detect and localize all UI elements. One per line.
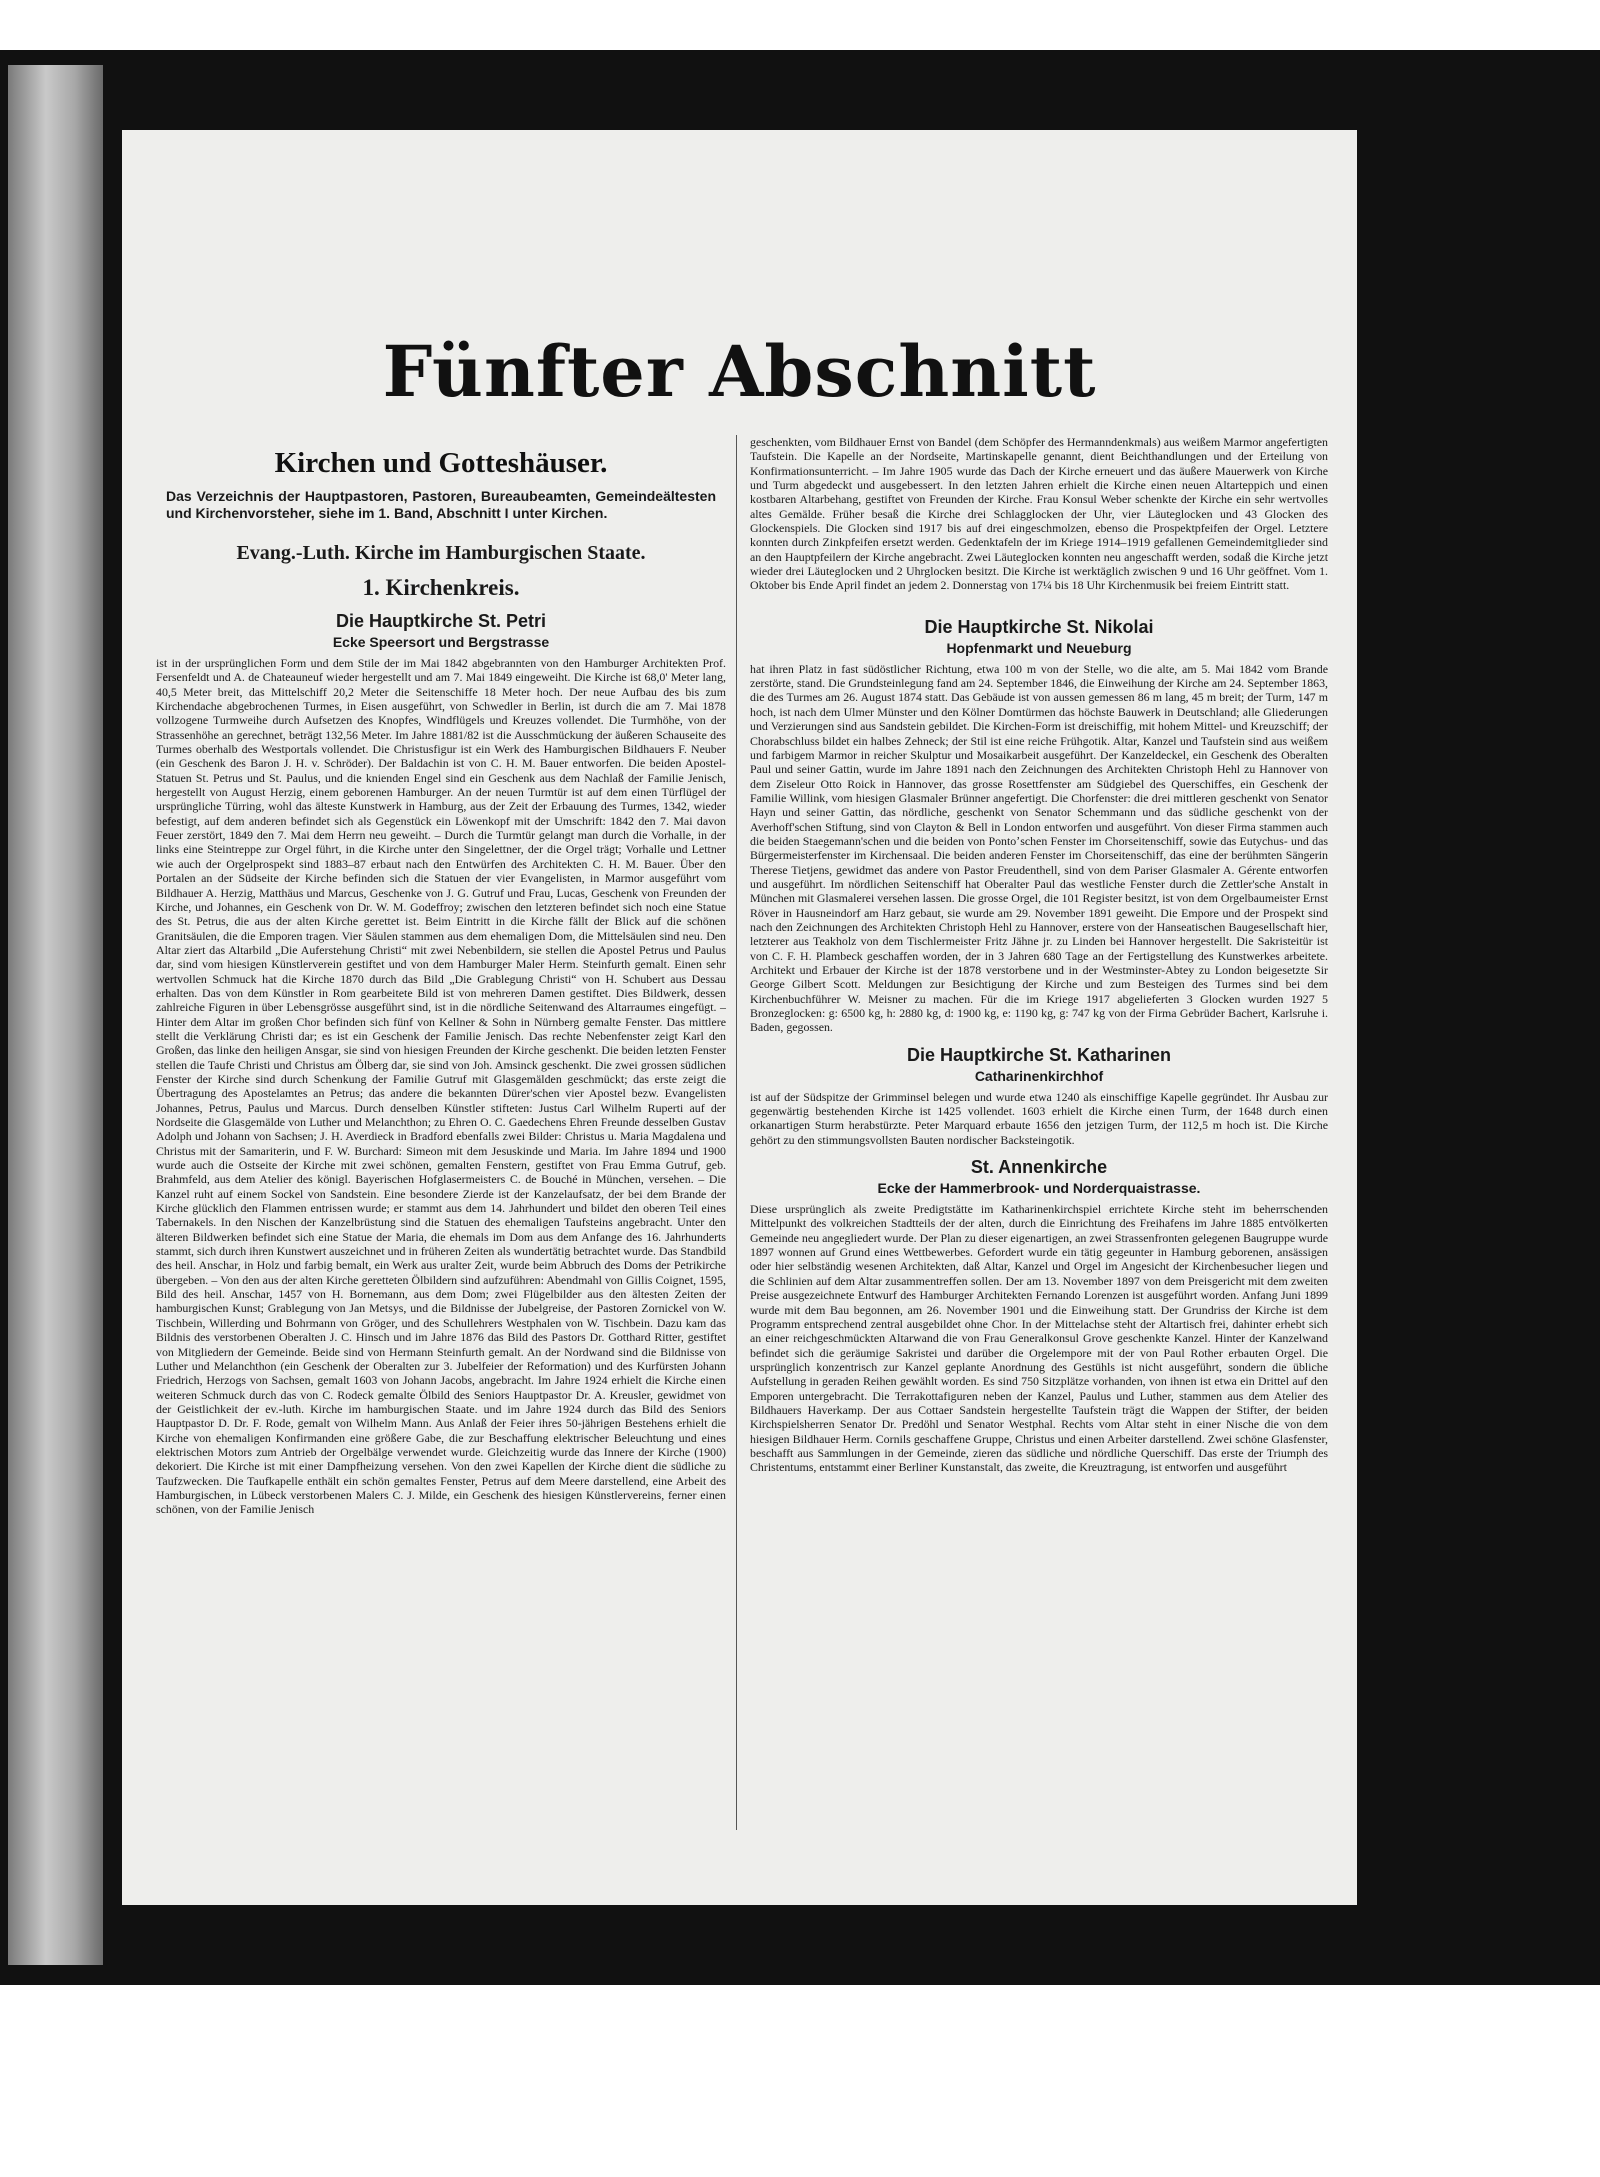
right-column [750, 435, 1328, 1475]
section-note: Das Verzeichnis der Hauptpastoren, Pastoren, Bureaubeamten, Gemeindeältesten und Kirchenvorsteher, siehe im 1. Band, Abschnitt I unter Kirchen. [166, 488, 716, 521]
church-name-nikolai: Die Hauptkirche St. Nikolai [924, 616, 1154, 637]
church-address-nikolai: Hopfenmarkt und Neueburg [946, 639, 1132, 656]
column-divider [736, 435, 737, 1830]
document-page [122, 130, 1357, 1905]
church-name-petri: Die Hauptkirche St. Petri [335, 611, 547, 631]
church-text-annen: Diese ursprünglich als zweite Predigtstätte im Katharinenkirchspiel errichtete Kirche steht im beherrschenden Mittelpunkt des volkreichen Stadtteils der der alten, durch die Einrichtung des Freihafens im Jahre 1885 entvölkerten Gemeinde neu angegliedert wurde. Der Plan zu dieser eigenartigen, an zwei Strassenfronten gelegenen Baugruppe wurde 1897 wonnen auf Grund eines Wettbewerbes. Gefordert wurde ein tätig gegeunter in Hamburg geborenen, ansässigen oder hier selbständig wesenen Architekten, daß Altar, Kanzel und Orgel im Angesicht der Kirchenbesucher liegen und die Schlinien auf dem Altar zusammentreffen sollen. Der am 13. November 1897 von dem Preisgericht mit dem zweiten Preise ausgezeichnete Entwurf des Hamburger Architekten Fernando Lorenzen ist ausgeführt worden. Anfang Juni 1899 wurde mit dem Bau begonnen, am 26. November 1901 und die Einweihung statt. Der Grundriss der Kirche ist dem Programm entsprechend zentral ausgebildet ohne Chor. In der Mittelachse steht der Altartisch frei, dahinter erhebt sich an einer reichgeschmückten Altarwand die von Frau Generalkonsul Grove geschenkte Kanzel. Hinter der Kanzelwand befindet sich die geräumige Sakristei und darüber die Orgelempore mit der von Paul Rother erbauten Orgel. Die ursprünglich konzentrisch zur Kanzel geplante Anordnung des Gestühls ist nicht ausgeführt, sondern die übliche Aufstellung in geraden Reihen gewählt worden. Es sind 750 Sitzplätze vorhanden, von ihnen ist etwa ein Drittel auf den Emporen untergebracht. Die Terrakottafiguren neben der Kanzel, Paulus und Luther, stammen aus dem Atelier des Bildhauers Haverkamp. Der aus Cottaer Sandstein hergestellte Taufstein trägt die Wappen der Stifter, der beiden Kirchspielsherren Senator Dr. Predöhl und Senator Westphal. Rechts vom Altar steht in einer Nische die von dem hiesigen Bildhauer Herm. Cornils geschaffene Gruppe, Christus und einen Arbeiter darstellend. Zwei schöne Glasfenster, beschafft aus Sammlungen in der Gemeinde, zieren das südliche und nördliche Querschiff. Das erste der Triumph des Christentums, entstammt einer Berliner Kunstanstalt, das zweite, die Kreuztragung, ist entworfen und ausgeführt [750, 1202, 1328, 1475]
chapter-heading: Fünfter Abschnitt [382, 330, 1097, 413]
church-address-katharinen: Catharinenkirchhof [974, 1067, 1104, 1084]
church-name-annen: St. Annenkirche [970, 1157, 1108, 1178]
church-name-katharinen: Die Hauptkirche St. Katharinen [906, 1044, 1172, 1065]
church-text-petri: ist in der ursprünglichen Form und dem Stile der im Mai 1842 abgebrannten von den Hamburger Architekten Prof. Fersenfeldt und A. de Chateauneuf wieder hergestellt und am 7. Mai 1849 eingeweiht. Die Kirche ist 68,0' Meter lang, 40,5 Meter breit, das Mittelschiff 20,2 Meter die Seitenschiffe 18 Meter hoch. Der neue Aufbau des bis zum Kirchendache abgebrochenen Turmes, in Eisen ausgeführt, von Schwedler in Berlin, ist durch die am 7. Mai 1878 vollzogene Turmweihe durch Aufsetzen des Knopfes, Windflügels und Kreuzes vollendet. Die Turmhöhe, von der Strassenhöhe an gerechnet, beträgt 132,56 Meter. Im Jahre 1881/82 ist die Ausschmückung der äußeren Schauseite des Turmes oberhalb des Westportals vollendet. Die Christusfigur ist ein Werk des Hamburgischen Bildhauers F. Neuber (ein Geschenk des Baron J. H. v. Schröder). Der Baldachin ist von C. H. M. Bauer entworfen. Die beiden Apostel-Statuen St. Petrus und St. Paulus, und die knienden Engel sind ein Geschenk aus dem Nachlaß der Familie Jenisch, hergestellt von August Herzig, einem geborenen Hamburger. An der neuen Turmtür ist auf dem einen Türflügel der ursprüngliche Türring, wohl das älteste Kunstwerk in Hamburg, aus der Zeit der Erbauung des Turmes, 1342, wieder befestigt, auf dem anderen befindet sich als Gegenstück ein Löwenkopf mit der Umschrift: 1842 den 7. Mai davon Feuer zerstört, 1849 den 7. Mai dem Herrn neu geweiht. – Durch die Turmtür gelangt man durch die Vorhalle, in der links eine Steintreppe zur Orgel führt, in die Kirche unter den Singelettner, der die Orgel trägt; Vorhalle und Lettner wie auch der Orgelprospekt sind 1883–87 erbaut nach den Entwürfen des Architekten C. H. M. Bauer. Über den Portalen an der Südseite der Kirche befinden sich die Statuen der vier Evangelisten, in Marmor ausgeführt vom Bildhauer A. Herzig, Matthäus und Marcus, Geschenke von J. G. Gutruf und Frau, Lucas, Geschenk von Freunden der Kirche, und Johannes, ein Geschenk von Dr. W. M. Godeffroy; zwischen den letzteren befindet sich noch eine Statue des St. Petrus, die aus der alten Kirche gerettet ist. Beim Eintritt in die Kirche fällt der Blick auf die schönen Granitsäulen, die die Emporen tragen. Vier Säulen stammen aus dem ehemaligen Dom, die Mittelsäulen sind neu. Den Altar ziert das Altarbild „Die Auferstehung Christi“ mit zwei Nebenbildern, sie stellen die Apostel Petrus und Paulus dar, sind vom hiesigen Künstlerverein gestiftet und von dem Hamburger Maler Herm. Steinfurth gemalt. Einen sehr wertvollen Schmuck hat die Kirche 1870 durch das Bild „Die Grablegung Christi“ von H. Schubert aus Dessau erhalten. Das von dem Künstler in Rom gearbeitete Bild ist von mehreren Damen gestiftet. Dies Bildwerk, dessen zahlreiche Figuren in über Lebensgrösse ausgeführt sind, ist in die nördliche Seitenwand des Altarraumes eingefügt. – Hinter dem Altar im großen Chor befinden sich fünf von Kellner & Sohn in Nürnberg gemalte Fenster. Das mittlere stellt die Verklärung Christi dar; es ist ein Geschenk der Familie Jenisch. Das rechte Nebenfenster zeigt Karl den Großen, das linke den heiligen Ansgar, sie sind von hiesigen Freunden der Kirche geschenkt. Die beiden letzten Fenster stellen die Taufe Christi und Christus am Ölberg dar, sie sind von Joh. Amsinck geschenkt. Die zwei grossen südlichen Fenster der Kirche sind durch Schenkung der Familie Gutruf mit Glasgemälden geschmückt; das erste zeigt die Übertragung des Apostelamtes an Petrus; das andere die bekannten Dürer'schen vier Apostel bezw. Evangelisten Johannes, Petrus, Paulus und Marcus. Durch denselben Künstler stifteten: Justus Carl Wilhelm Ruperti auf der Nordseite die Glasgemälde von Luther und Melanchthon; zu Ehren O. C. Gaedechens Ehren Freunde desselben Gustav Adolph und Johann von Sachsen; J. H. Averdieck in Bradford ebenfalls zwei Bilder: Christus u. Maria Magdalena und Christus mit der Samariterin, und F. W. Burchard: Simeon mit dem Jesuskinde und Maria. Im Jahre 1894 und 1900 wurde auch die Ostseite der Kirche mit zwei schönen, gemalten Fenstern, gestiftet von Frau Emma Gutruf, geb. Brahmfeld, aus dem Atelier des königl. Bayerischen Hofglasermeisters C. de Bouché in München, versehen. – Die Kanzel ruht auf einem Sockel von Sandstein. Eine besondere Zierde ist der Kanzelaufsatz, der bei dem Brande der Kirche glücklich den Flammen entrissen wurde; er stammt aus dem 14. Jahrhundert und bildet den oberen Teil eines Tabernakels. In den Nischen der Kanzelbrüstung sind die Statuen des ehemaligen Taufsteins angebracht. Unter den älteren Bildwerken befindet sich eine Statue der Maria, die ehemals im Dom aus dem Anfange des 16. Jahrhunderts stammt, sich durch ihren Kunstwert auszeichnet und in früheren Zeiten als wundertätig betrachtet wurde. Das Standbild des heil. Anschar, in Holz und farbig bemalt, ein Werk aus uralter Zeit, wurde beim Abbruch des Doms der Petrikirche übergeben. – Von den aus der alten Kirche geretteten Ölbildern sind aufzuführen: Abendmahl von Gillis Coignet, 1595, Bild des heil. Anschar, 1457 von H. Bornemann, aus dem Dom; zwei Flügelbilder aus den ältesten Zeiten der hamburgischen Kunst; Grablegung von Jan Metsys, und die Bildnisse der Jubelgreise, der Pastoren Zornickel von W. Tischbein, Willerding und Bohrmann von Gröger, und des Schullehrers Westphalen von W. Tischbein. Dazu kam das Bildnis des verstorbenen Oberalten J. C. Hinsch und im Jahre 1876 das Bild des Pastors Dr. Gotthard Ritter, gestiftet von Mitgliedern der Gemeinde. Beide sind von Hermann Steinfurth gemalt. An der Nordwand sind die Bildnisse von Luther und Melanchthon (ein Geschenk der Oberalten zur 3. Jubelfeier der Reformation) und des Kurfürsten Johann Friedrich, Herzogs von Sachsen, gemalt 1603 von Johann Jacobs, angebracht. Im Jahre 1924 erhielt die Kirche einen weiteren Schmuck durch das von C. Rodeck gemalte Ölbild des Seniors Hauptpastor Dr. A. Kreusler, gewidmet von der Geistlichkeit der ev.-luth. Kirche im hamburgischen Staate. und im Jahre 1924 durch das Bild des Seniors Hauptpastor D. Dr. F. Rode, gemalt von Wilhelm Mann. Aus Anlaß der Feier ihres 50-jährigen Bestehens erhielt die Kirche von ehemaligen Konfirmanden eine größere Gabe, die zur Beschaffung elektrischer Beleuchtung und eines elektrischen Motors zum Antrieb der Orgelbälge verwendet wurde. Gleichzeitig wurde das Innere der Kirche (1900) dekoriert. Die Kirche ist mit einer Dampfheizung versehen. Von den zwei Kapellen der Kirche dient die südliche zu Taufzwecken. Die Taufkapelle enthält ein schön gemaltes Fenster, Petrus auf dem Meere darstellend, eine Arbeit des Hamburgischen, in Lübeck verstorbenen Malers C. J. Milde, ein Geschenk des hiesigen Künstlervereins, ferner einen schönen, von der Familie Jenisch [156, 656, 726, 1517]
church-text-katharinen: ist auf der Südspitze der Grimminsel belegen und wurde etwa 1240 als einschiffige Kapelle gegründet. Ihr Ausbau zur gegenwärtig bestehenden Kirche ist 1425 vollendet. 1603 erhielt die Kirche einen Turm, der 1648 durch einen orkanartigen Sturm herabstürzte. Peter Marquard erbaute 1656 den jetzigen Turm, der 112,5 m hoch ist. Die Kirche gehört zu den stimmungsvollsten Bauten nordischer Backsteingotik. [750, 1089, 1328, 1147]
church-address-petri: Ecke Speersort und Bergstrasse [332, 634, 550, 650]
church-text-petri-continued: geschenkten, vom Bildhauer Ernst von Bandel (dem Schöpfer des Hermanndenkmals) aus weißem Marmor angefertigten Taufstein. Die Kapelle an der Nordseite, Martinskapelle genannt, dient Beichthandlungen und der Erteilung von Konfirmationsunterricht. – Im Jahre 1905 wurde das Dach der Kirche erneuert und das äußere Mauerwerk von Kirche und Turm abgedeckt und ausgebessert. In den letzten Jahren erhielt die Kirche einen neuen Altarteppich und einen kostbaren Altarbehang, gestiftet von Freunden der Kirche. Frau Konsul Weber schenkte der Kirche ein sehr wertvolles altes Gemälde. Früher besaß die Kirche drei Schlagglocken der Uhr, vier Läuteglocken und 43 Glocken des Glockenspiels. Die Glocken sind 1917 bis auf drei eingeschmolzen, ebenso die Prospektpfeifen der Orgel. Letztere konnten durch Zinkpfeifen ersetzt werden. Gedenktafeln der im Kriege 1914–1919 gefallenen Gemeindemitglieder sind an den Hauptpfeilern der Kirche angebracht. Zwei Läuteglocken konnten neu angeschafft werden, sodaß die Kirche jetzt wieder drei Läuteglocken und 2 Uhrglocken besitzt. Die Kirche ist werktäglich zwischen 9 und 16 Uhr geöffnet. Vom 1. Oktober bis Ende April findet an jedem 2. Donnerstag von 17¼ bis 18 Uhr Kirchenmusik bei freiem Eintritt statt. [750, 435, 1328, 593]
church-address-annen: Ecke der Hammerbrook- und Norderquaistrasse. [877, 1180, 1201, 1197]
church-text-nikolai: hat ihren Platz in fast südöstlicher Richtung, etwa 100 m von der Stelle, wo die alte, am 5. Mai 1842 vom Brande zerstörte, stand. Die Grundsteinlegung fand am 24. September 1846, die Einweihung der Kirche am 24. September 1863, die des Turmes am 26. August 1874 statt. Das Gebäude ist von aussen gemessen 86 m lang, 45 m breit; der Turm, 147 m hoch, ist nach dem Ulmer Münster und den Kölner Domtürmen das höchste Bauwerk in Deutschland; alle Gliederungen und Verzierungen sind aus Sandstein gebildet. Die Kirchen-Form ist dreischiffig, mit hohem Mittel- und Kreuzschiff; der Chorabschluss bildet ein halbes Zehneck; der Stil ist eine reiche Frühgotik. Altar, Kanzel und Taufstein sind aus weißem und farbigem Marmor in reicher Skulptur und Mosaikarbeit ausgeführt. Der Kanzeldeckel, ein Geschenk des Oberalten Paul und seiner Gattin, wurde im Jahre 1891 nach den Zeichnungen des Architekten Christoph Hehl zu Hannover von dem Ziseleur Otto Roick in Hannover, das grosse Rosettfenster am Südgiebel des Querschiffes, ein Geschenk der Familie Willink, vom hiesigen Glasmaler Brünner angefertigt. Die Chorfenster: die drei mittleren geschenkt von Senator Hayn und seiner Gattin, das nördliche, geschenkt von Senator Schemmann und das südliche geschenkt von der Averhoff'schen Stiftung, sind von Clayton & Bell in London entworfen und ausgeführt. Von dieser Firma stammen auch die beiden Staegemann'schen und die beiden von Pontoʼschen Fenster im Chorseitenschiff, sowie das Eutychus- und das Bürgermeisterfenster im Kirchensaal. Die beiden anderen Fenster im Chorseitenschiff, das eine der berühmten Sängerin Therese Tietjens, gewidmet das andere von Pastor Freudenthell, sind von dem Pariser Glasmaler A. Gérente entworfen und ausgeführt. Im nördlichen Seitenschiff hat Oberalter Paul das westliche Fenster durch die Zettler'sche Anstalt in München mit Glasmalerei versehen lassen. Die grosse Orgel, die 101 Register besitzt, ist von dem Orgelbaumeister Ernst Röver in Hausneindorf am Harz gebaut, sie wurde am 29. November 1891 geweiht. Die Empore und der Prospekt sind nach den Zeichnungen des Architekten Christoph Hehl zu Hannover, erstere von der Hanseatischen Baugesellschaft hier, letzterer aus Teakholz von dem Tischlermeister Fritz Jähne jr. zu Linden bei Hannover hergestellt. Die Sakristeitür ist von C. F. H. Plambeck geschaffen worden, der in 3 Jahren 680 Tage an der Fertigstellung des Kunstwerkes arbeitete. Architekt und Erbauer der Kirche ist der 1878 verstorbene und in der Westminster-Abtey zu London beigesetzte Sir George Gilbert Scott. Meldungen zur Besichtigung der Kirche und zum Besteigen des Turmes sind bei dem Kirchenbuchführer W. Meisner zu machen. Für die im Kriege 1917 abgelieferten 3 Glocken wurden 1927 5 Bronzeglocken: g: 6500 kg, h: 2880 kg, d: 1900 kg, e: 1190 kg, g: 747 kg von der Firma Gebrüder Bachert, Karlsruhe i. Baden, gegossen. [750, 661, 1328, 1035]
district-title: 1. Kirchenkreis. [362, 575, 520, 600]
section-title: Kirchen und Gotteshäuser. [274, 447, 608, 479]
region-title: Evang.-Luth. Kirche im Hamburgischen Staate. [236, 542, 646, 564]
adjacent-page-edge [8, 65, 103, 1965]
left-column [156, 435, 726, 1517]
